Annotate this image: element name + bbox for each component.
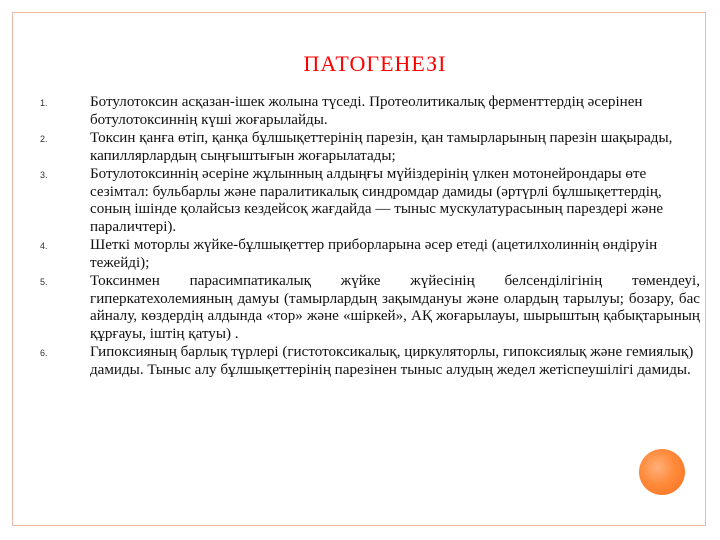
slide-title: ПАТОГЕНЕЗІ <box>303 51 447 76</box>
list-item-number: 5. <box>40 277 48 287</box>
list-item-text: Шеткі моторлы жүйке-бұлшықеттер приборларына әсер етеді (ацетилхолиннің өндіруін тежейді); <box>90 237 658 271</box>
list-item-number: 3. <box>40 170 48 180</box>
list-item <box>40 237 700 272</box>
list-item <box>40 94 700 129</box>
list-item-number: 1. <box>40 98 48 108</box>
pathogenesis-list <box>40 94 700 379</box>
list-item-text: Токсинмен парасимпатикалық жүйке жүйесінің белсенділігінің төмендеуі, гиперкатехолемияның дамуы (тамырлардың зақымдануы және олардың тарылуы; бозару, бас айналу, көздердің алдында «тор» және «шіркей», АҚ жоғарылауы, шырыштың қабықтарының құрғауы, іштің қатуы) . <box>90 273 700 342</box>
list-item-text: Ботулотоксиннің әсеріне жұлынның алдыңғы мүйіздерінің үлкен мотонейрондары өте сезімтал: бульбарлы және паралитикалық синдромдар дамиды (әртүрлі бұлшықеттердің, соның ішінде қолайсыз кездейсоқ жағдайда — тыныс мускулатурасының парездері және параличтері). <box>90 166 664 235</box>
list-item <box>40 130 700 165</box>
list-item-number: 4. <box>40 241 48 251</box>
list-item-text: Токсин қанға өтіп, қанқа бұлшықеттерінің парезін, қан тамырларының парезін шақырады, капиллярлардың сыңғыштығын жоғарылатады; <box>90 130 673 164</box>
list-item-number: 6. <box>40 348 48 358</box>
list-item-text: Гипоксияның барлық түрлері (гистотоксикалық, циркуляторлы, гипоксиялық және гемиялық) дамиды. Тыныс алу бұлшықеттерінің парезінен тыныс алудың жедел жетіспеушілігі дамиды. <box>90 344 694 378</box>
list-item-text: Ботулотоксин асқазан-ішек жолына түседі. Протеолитикалық ферменттердің әсерінен ботулотоксиннің күші жоғарылайды. <box>90 94 643 128</box>
list-item <box>40 166 700 236</box>
decorative-circle <box>639 449 685 495</box>
list-item <box>40 344 700 379</box>
list-item-number: 2. <box>40 134 48 144</box>
list-item <box>40 273 700 343</box>
